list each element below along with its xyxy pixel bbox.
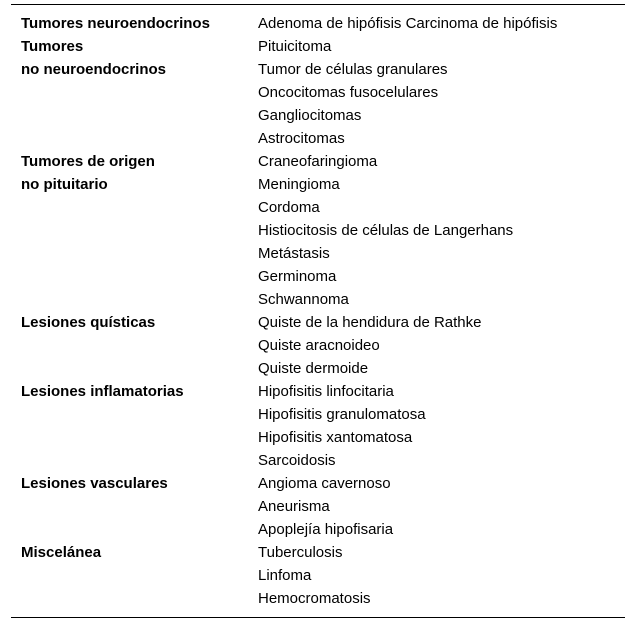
lesion-cell: Tumor de células granulares [258,61,448,78]
table-row [11,288,625,311]
table-row [11,518,625,541]
category-cell [11,357,258,380]
category-cell [11,334,258,357]
lesion-cell: Metástasis [258,245,330,262]
table-row [11,173,625,196]
lesion-cell: Astrocitomas [258,130,345,147]
lesion-cell: Angioma cavernoso [258,475,391,492]
lesion-cell: Germinoma [258,268,337,285]
lesion-cell: Hipofisitis linfocitaria [258,383,394,400]
category-cell [11,495,258,518]
table-row [11,127,625,150]
category-cell [11,219,258,242]
lesion-cell: Apoplejía hipofisaria [258,521,394,538]
table-row [11,495,625,518]
table-row [11,81,625,104]
table-row [11,311,625,334]
lesion-cell: Schwannoma [258,291,349,308]
lesion-cell: Cordoma [258,199,320,216]
category-cell [11,81,258,104]
table-row [11,12,625,35]
lesion-cell: Hemocromatosis [258,590,371,607]
category-cell [11,587,258,610]
lesion-cell: Craneofaringioma [258,153,378,170]
category-cell: Tumores [21,38,84,55]
lesion-cell: Quiste de la hendidura de Rathke [258,314,482,331]
table-row [11,357,625,380]
table-row [11,35,625,58]
category-cell [11,449,258,472]
lesion-cell: Histiocitosis de células de Langerhans [258,222,514,239]
table-row [11,58,625,81]
category-cell [11,518,258,541]
category-cell [11,288,258,311]
table-row [11,265,625,288]
table-row [11,564,625,587]
category-cell: Lesiones vasculares [21,475,168,492]
lesion-cell: Linfoma [258,567,312,584]
category-cell [11,127,258,150]
category-cell: Tumores neuroendocrinos [21,15,210,32]
lesion-cell: Pituicitoma [258,38,332,55]
category-cell: Lesiones quísticas [21,314,156,331]
lesion-cell: Aneurisma [258,498,330,515]
table-row [11,472,625,495]
category-cell: Miscelánea [21,544,102,561]
category-cell: no neuroendocrinos [21,61,167,78]
lesion-cell: Adenoma de hipófisis Carcinoma de hipófisis [258,15,558,32]
category-cell: no pituitario [21,176,108,193]
table-row [11,426,625,449]
category-cell: Lesiones inflamatorias [21,383,184,400]
category-cell [11,196,258,219]
table-row [11,104,625,127]
table-row [11,541,625,564]
category-cell [11,403,258,426]
lesion-cell: Tuberculosis [258,544,343,561]
lesion-cell: Quiste dermoide [258,360,369,377]
lesion-cell: Quiste aracnoideo [258,337,380,354]
classification-table [11,4,625,618]
category-cell [11,564,258,587]
table-row [11,380,625,403]
lesion-cell: Gangliocitomas [258,107,362,124]
table-row [11,403,625,426]
category-cell [11,426,258,449]
table-body [11,12,625,610]
category-cell [11,242,258,265]
table-row [11,449,625,472]
category-cell [11,265,258,288]
table-row [11,219,625,242]
lesion-cell: Sarcoidosis [258,452,336,469]
table-row [11,334,625,357]
table-row [11,242,625,265]
table-row [11,150,625,173]
lesion-cell: Oncocitomas fusocelulares [258,84,439,101]
lesion-cell: Meningioma [258,176,340,193]
lesion-cell: Hipofisitis granulomatosa [258,406,426,423]
lesion-cell: Hipofisitis xantomatosa [258,429,413,446]
category-cell [11,104,258,127]
table-row [11,196,625,219]
category-cell: Tumores de origen [21,153,155,170]
table-row [11,587,625,610]
